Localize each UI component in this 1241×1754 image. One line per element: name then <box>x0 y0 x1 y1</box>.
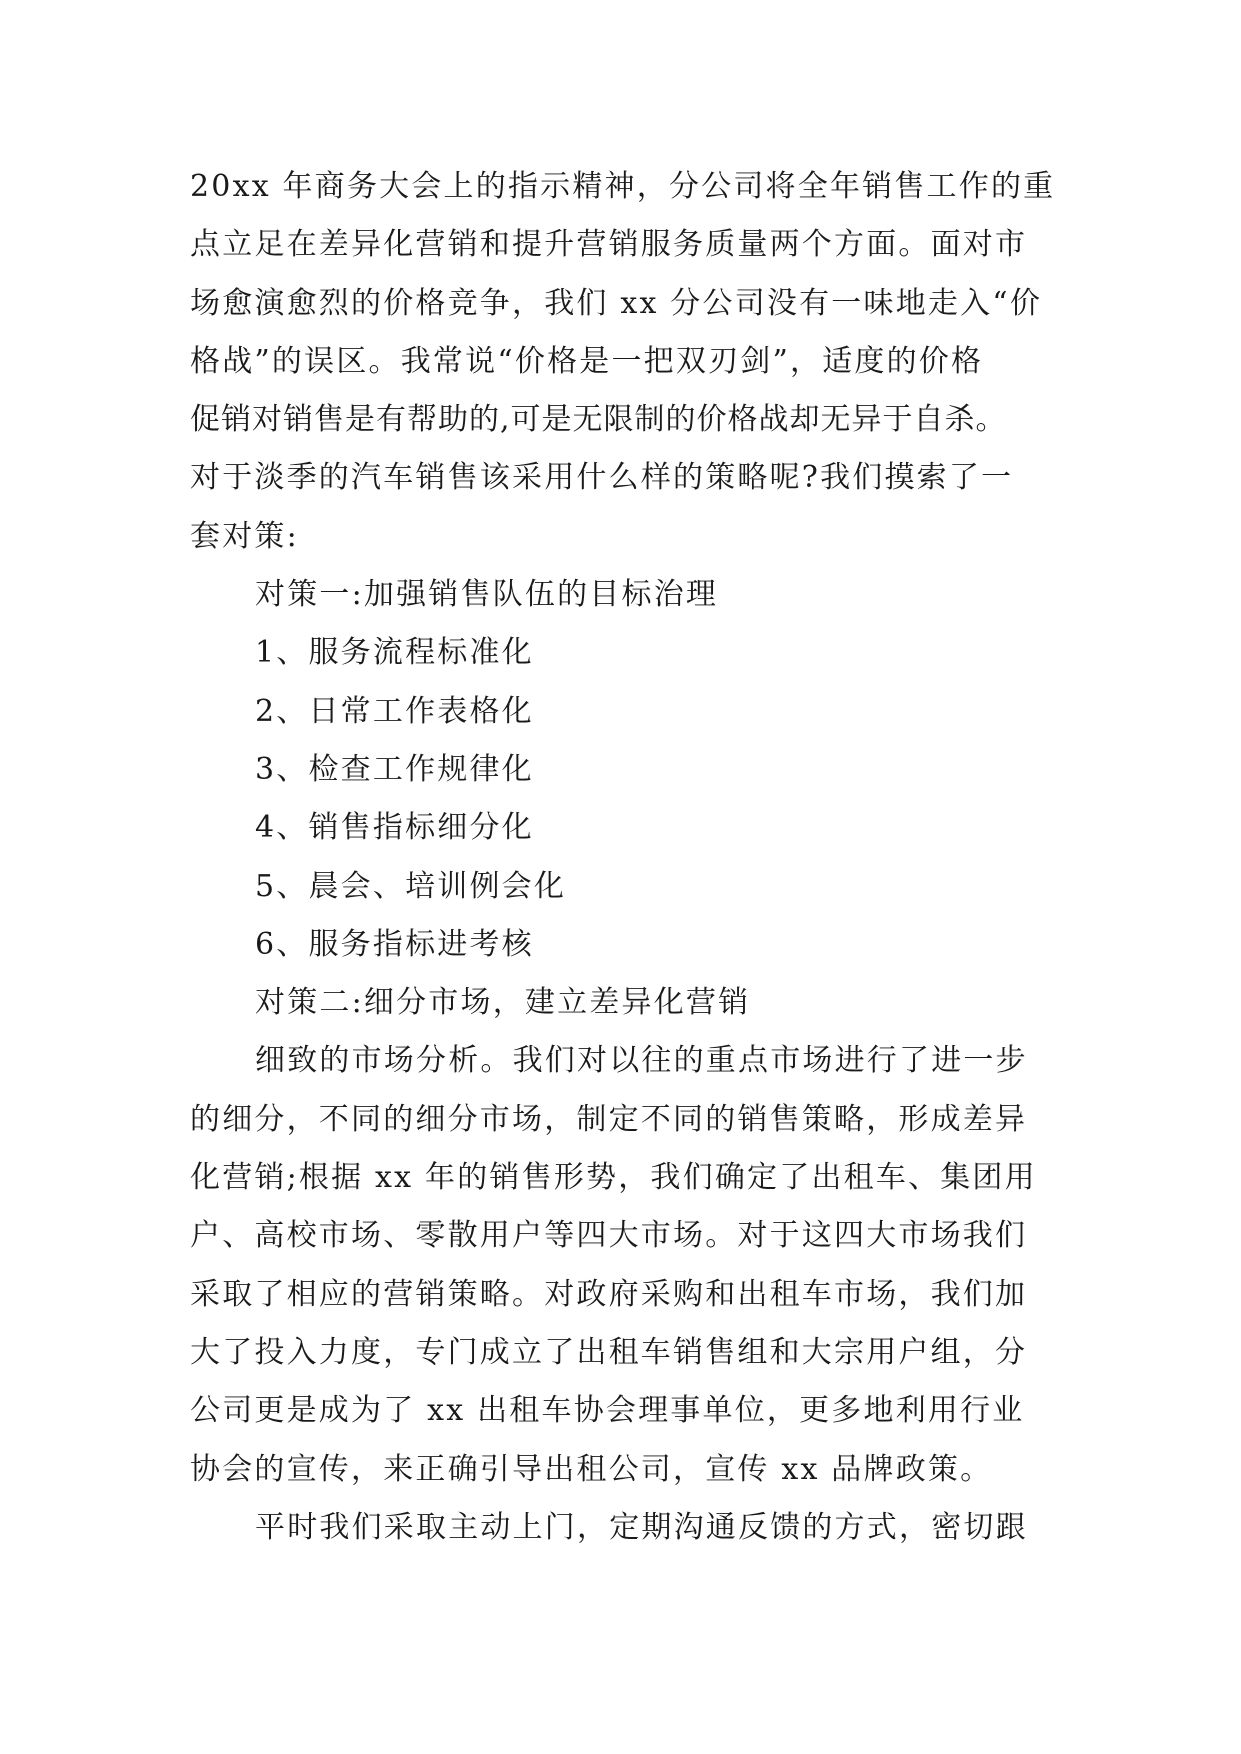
text-line: 场愈演愈烈的价格竞争，我们 xx 分公司没有一味地走入“价 <box>190 285 1043 321</box>
list-item: 4、销售指标细分化 <box>255 810 534 846</box>
text-line: 点立足在差异化营销和提升营销服务质量两个方面。面对市 <box>190 227 1028 263</box>
list-item: 5、晨会、培训例会化 <box>255 868 567 904</box>
section-heading: 对策一:加强销售队伍的目标治理 <box>255 577 719 613</box>
text-line: 平时我们采取主动上门，定期沟通反馈的方式，密切跟 <box>255 1509 1028 1545</box>
list-item: 1、服务流程标准化 <box>255 635 534 671</box>
text-line: 细致的市场分析。我们对以往的重点市场进行了进一步 <box>255 1043 1028 1079</box>
text-line: 对于淡季的汽车销售该采用什么样的策略呢?我们摸索了一 <box>190 460 1014 496</box>
text-line: 采取了相应的营销策略。对政府采购和出租车市场，我们加 <box>190 1276 1028 1312</box>
list-item: 3、检查工作规律化 <box>255 751 534 787</box>
text-line: 化营销;根据 xx 年的销售形势，我们确定了出租车、集团用 <box>190 1160 1037 1196</box>
text-line: 促销对销售是有帮助的,可是无限制的价格战却无异于自杀。 <box>190 402 1007 438</box>
text-line: 格战”的误区。我常说“价格是一把双刃剑”，适度的价格 <box>190 343 984 379</box>
document-body <box>190 158 1056 1557</box>
text-line: 协会的宣传，来正确引导出租公司，宣传 xx 品牌政策。 <box>190 1451 993 1487</box>
text-line: 大了投入力度，专门成立了出租车销售组和大宗用户组，分 <box>190 1334 1028 1370</box>
text-line: 的细分，不同的细分市场，制定不同的销售策略，形成差异 <box>190 1101 1028 1137</box>
text-line: 公司更是成为了 xx 出租车协会理事单位，更多地利用行业 <box>190 1393 1025 1429</box>
text-line: 20xx 年商务大会上的指示精神，分公司将全年销售工作的重 <box>190 169 1056 204</box>
list-item: 6、服务指标进考核 <box>255 926 534 962</box>
list-item: 2、日常工作表格化 <box>255 693 534 729</box>
text-line: 户、高校市场、零散用户等四大市场。对于这四大市场我们 <box>190 1218 1028 1254</box>
section-heading: 对策二:细分市场，建立差异化营销 <box>255 985 751 1021</box>
text-line: 套对策: <box>190 518 299 554</box>
